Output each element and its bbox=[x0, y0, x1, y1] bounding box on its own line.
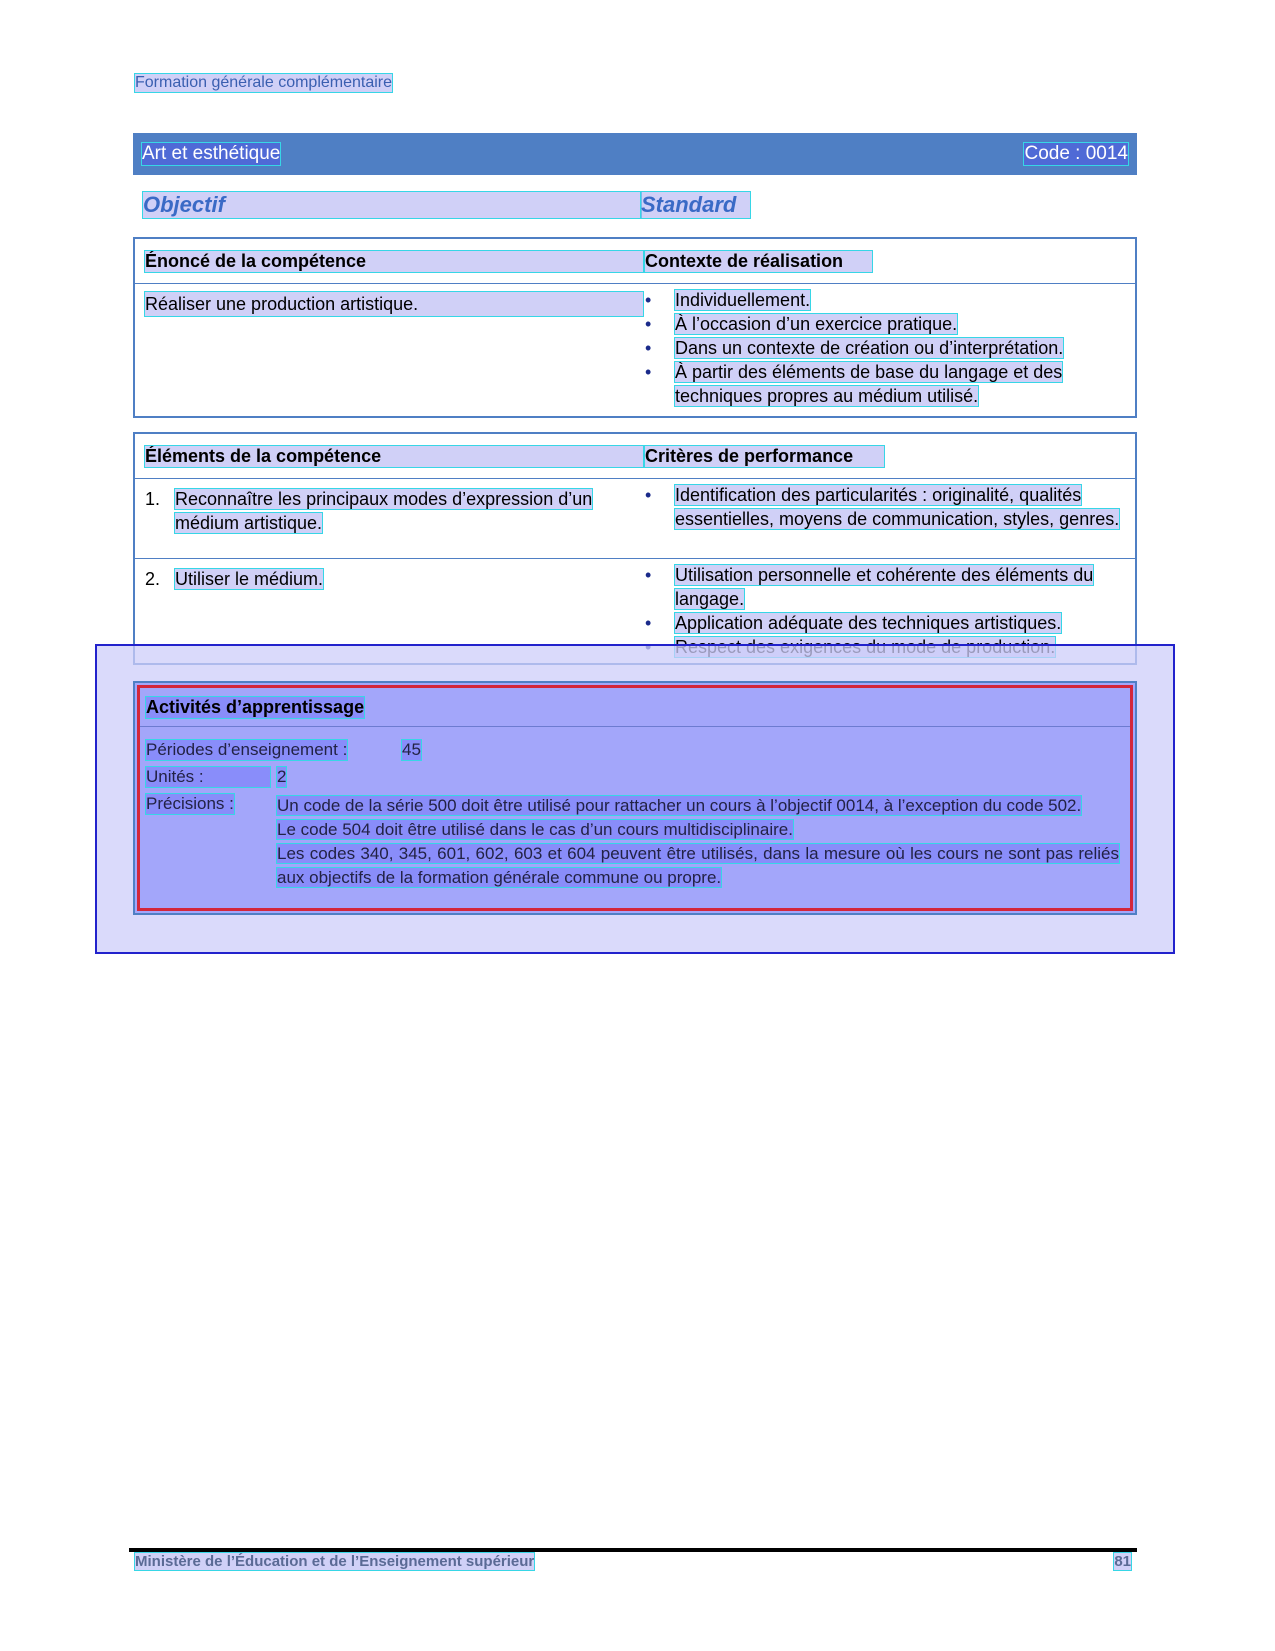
standard-heading: Standard bbox=[641, 192, 750, 218]
element-row bbox=[135, 479, 1135, 558]
context-list bbox=[645, 288, 1125, 408]
footer-ministry: Ministère de l’Éducation et de l’Enseignement supérieur bbox=[135, 1553, 535, 1570]
section-banner bbox=[133, 133, 1137, 175]
element-number: 2. bbox=[145, 569, 161, 589]
element-1 bbox=[145, 487, 643, 535]
page-footer bbox=[135, 1553, 1131, 1570]
banner-code: Code : 0014 bbox=[1024, 143, 1128, 164]
objective-heading: Objectif bbox=[143, 192, 641, 218]
learning-activities-box bbox=[133, 681, 1137, 915]
periods-value: 45 bbox=[402, 740, 421, 759]
element-2 bbox=[145, 567, 643, 591]
elements-header: Éléments de la compétence bbox=[145, 446, 643, 467]
precisions-list bbox=[277, 794, 1119, 890]
competence-table-header bbox=[135, 239, 1135, 284]
selected-region bbox=[137, 685, 1133, 911]
element-text: Utiliser le médium. bbox=[175, 569, 324, 589]
activities-title: Activités d’apprentissage bbox=[146, 696, 365, 717]
competence-statement: Réaliser une production artistique. bbox=[145, 292, 643, 316]
banner-title: Art et esthétique bbox=[142, 143, 281, 164]
criteria-item: Identification des particularités : originalité, qualités essentielles, moyens de communication, styles, genres. bbox=[675, 485, 1120, 529]
units-label: Unités : bbox=[146, 767, 270, 787]
context-item: Individuellement. bbox=[675, 290, 811, 310]
precision-item: Les codes 340, 345, 601, 602, 603 et 604 peuvent être utilisés, dans la mesure où les cours ne sont pas reliés aux objectifs de la formation générale commune ou propre. bbox=[277, 844, 1119, 887]
running-head: Formation générale complémentaire bbox=[135, 74, 393, 91]
criteria-list-1 bbox=[645, 483, 1125, 531]
competence-row bbox=[135, 284, 1135, 418]
precision-item: Un code de la série 500 doit être utilisé pour rattacher un cours à l’objectif 0014, à l’exception du code 502. bbox=[277, 796, 1082, 815]
criteria-header: Critères de performance bbox=[645, 446, 884, 467]
precision-item: Le code 504 doit être utilisé dans le cas d’un cours multidisciplinaire. bbox=[277, 820, 793, 839]
context-item: À l’occasion d’un exercice pratique. bbox=[675, 314, 958, 334]
criteria-item: Application adéquate des techniques artistiques. bbox=[675, 613, 1062, 633]
element-text: Reconnaître les principaux modes d’expression d’un médium artistique. bbox=[175, 489, 593, 533]
context-item: À partir des éléments de base du langage et des techniques propres au médium utilisé. bbox=[675, 362, 1063, 406]
units-value: 2 bbox=[277, 767, 287, 786]
page-number: 81 bbox=[1114, 1553, 1131, 1570]
criteria-item: Utilisation personnelle et cohérente des éléments du langage. bbox=[675, 565, 1094, 609]
precisions-label: Précisions : bbox=[146, 794, 234, 813]
periods-label: Périodes d’enseignement : bbox=[146, 740, 348, 759]
element-number: 1. bbox=[145, 489, 161, 509]
activities-title-bar bbox=[140, 688, 1130, 727]
elements-table-header bbox=[135, 434, 1135, 479]
competence-table bbox=[133, 237, 1137, 418]
competence-statement-header: Énoncé de la compétence bbox=[145, 251, 643, 272]
context-header: Contexte de réalisation bbox=[645, 251, 872, 272]
footer-rule bbox=[129, 1548, 1137, 1552]
context-item: Dans un contexte de création ou d’interprétation. bbox=[675, 338, 1064, 358]
elements-table bbox=[133, 432, 1137, 665]
